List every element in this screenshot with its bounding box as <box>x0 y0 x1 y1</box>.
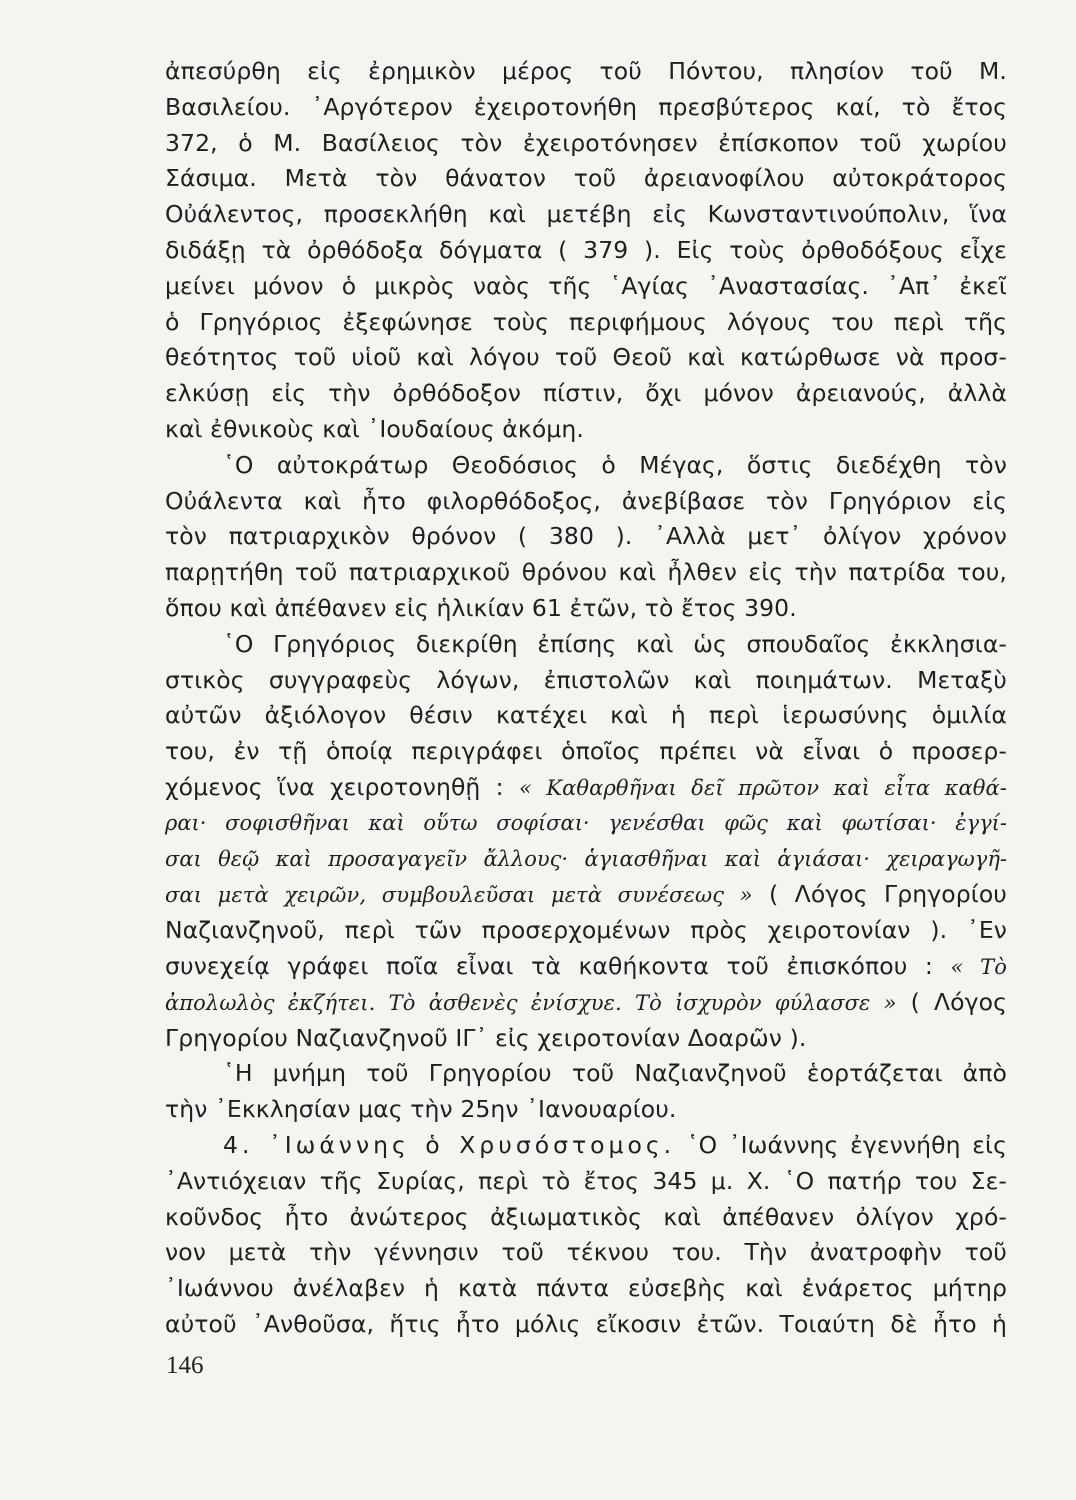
text-line: Σάσιμα. Μετὰ τὸν θάνατον τοῦ ἀρειανοφίλου αὐτοκράτορος <box>165 164 1007 193</box>
text-segment: χόμενος ἵνα χειροτονηθῇ : <box>165 772 504 801</box>
quote-segment: σαι μετὰ χειρῶν, συμβουλεῦσαι μετὰ συνέσεως » <box>165 883 753 908</box>
text-line: νον μετὰ τὴν γέννησιν τοῦ τέκνου του. Τὴν ἀνατροφὴν τοῦ <box>165 1238 1007 1267</box>
text-line: στικὸς συγγραφεὺς λόγων, ἐπιστολῶν καὶ ποιημάτων. Μεταξὺ <box>165 665 1007 694</box>
text-segment: συνεχείᾳ γράφει ποῖα εἶναι τὰ καθήκοντα τοῦ ἐπισκόπου : <box>165 951 933 980</box>
text-line: Βασιλείου. ᾿Αργότερον ἐχειροτονήθη πρεσβύτερος καί, τὸ ἔτος <box>165 92 1007 121</box>
text-line <box>165 770 1007 806</box>
text-line: τὴν ᾿Εκκλησίαν μας τὴν 25ην ᾿Ιανουαρίου. <box>165 1095 677 1124</box>
text-line: ὅπου καὶ ἀπέθανεν εἰς ἡλικίαν 61 ἐτῶν, τὸ ἔτος 390. <box>165 593 797 622</box>
text-line: 372, ὁ Μ. Βασίλειος τὸν ἐχειροτόνησεν ἐπίσκοπον τοῦ χωρίου <box>165 128 1007 157</box>
quote-line: ραι· σοφισθῆναι καὶ οὕτω σοφίσαι· γενέσθαι φῶς καὶ φωτίσαι· ἐγγί- <box>165 810 1007 835</box>
text-line: καὶ ἐθνικοὺς καὶ ᾿Ιουδαίους ἀκόμη. <box>165 414 584 443</box>
text-segment: ( Λόγος <box>910 987 1008 1016</box>
text-segment: ῾Ο ᾿Ιωάννης ἐγεννήθη εἰς <box>686 1130 1007 1159</box>
quote-line: σαι θεῷ καὶ προσαγαγεῖν ἄλλους· ἁγιασθῆναι καὶ ἁγιάσαι· χειραγωγῆ- <box>165 846 1007 871</box>
text-line: ὁ Γρηγόριος ἐξεφώνησε τοὺς περιφήμους λόγους του περὶ τῆς <box>165 307 1007 336</box>
text-line: ᾿Ιωάννου ἀνέλαβεν ἡ κατὰ πάντα εὐσεβὴς καὶ ἐνάρετος μήτηρ <box>165 1274 1007 1303</box>
section-heading: 4. ᾿Ιωάννης ὁ Χρυσόστομος. <box>223 1130 676 1159</box>
text-line: παρῃτήθη τοῦ πατριαρχικοῦ θρόνου καὶ ἦλθεν εἰς τὴν πατρίδα του, <box>165 558 1007 587</box>
text-line: Οὐάλεντα καὶ ἦτο φιλορθόδοξος, ἀνεβίβασε τὸν Γρηγόριον εἰς <box>165 486 1007 515</box>
text-line: αὐτοῦ ᾿Ανθοῦσα, ἥτις ἦτο μόλις εἴκοσιν ἐτῶν. Τοιαύτη δὲ ἦτο ἡ <box>165 1309 1007 1338</box>
text-line: Οὐάλεντος, προσεκλήθη καὶ μετέβη εἰς Κωνσταντινούπολιν, ἵνα <box>165 200 1007 229</box>
quote-segment: « Καθαρθῆναι δεῖ πρῶτον καὶ εἶτα καθά- <box>518 775 1007 800</box>
text-line: κοῦνδος ἦτο ἀνώτερος ἀξιωματικὸς καὶ ἀπέθανεν ὀλίγον χρό- <box>165 1202 1007 1231</box>
text-line: ελκύσῃ εἰς τὴν ὀρθόδοξον πίστιν, ὄχι μόνον ἀρειανούς, ἀλλὰ <box>165 379 1007 408</box>
paragraph-start-line: ῾Ο αὐτοκράτωρ Θεοδόσιος ὁ Μέγας, ὅστις διεδέχθη τὸν <box>223 450 1007 479</box>
text-line <box>165 877 1007 913</box>
text-segment: ( Λόγος Γρηγορίου <box>769 880 1007 909</box>
quote-segment: « Τὸ <box>950 954 1007 979</box>
text-line: ἀπεσύρθη εἰς ἐρημικὸν μέρος τοῦ Πόντου, πλησίον τοῦ Μ. <box>165 57 1007 85</box>
body-text <box>165 54 1007 1343</box>
text-line: μείνει μόνον ὁ μικρὸς ναὸς τῆς ῾Αγίας ᾿Αναστασίας. ᾿Απ᾿ ἐκεῖ <box>165 271 1007 300</box>
paragraph-start-line: ῾Η μνήμη τοῦ Γρηγορίου τοῦ Ναζιανζηνοῦ ἑορτάζεται ἀπὸ <box>223 1059 1007 1088</box>
text-line: Γρηγορίου Ναζιανζηνοῦ ΙΓ᾿ εἰς χειροτονίαν Δοαρῶν ). <box>165 1023 807 1052</box>
text-line: τὸν πατριαρχικὸν θρόνον ( 380 ). ᾿Αλλὰ μετ᾿ ὀλίγον χρόνον <box>165 522 1007 551</box>
text-line <box>165 985 1007 1021</box>
text-line: Ναζιανζηνοῦ, περὶ τῶν προσερχομένων πρὸς χειροτονίαν ). ᾿Εν <box>165 916 1007 945</box>
text-line: αὐτῶν ἀξιόλογον θέσιν κατέχει καὶ ἡ περὶ ἱερωσύνης ὁμιλία <box>165 701 1007 730</box>
text-line: του, ἐν τῇ ὁποίᾳ περιγράφει ὁποῖος πρέπει νὰ εἶναι ὁ προσερ- <box>165 737 1007 766</box>
section-heading-line <box>165 1128 1007 1164</box>
paragraph-start-line: ῾Ο Γρηγόριος διεκρίθη ἐπίσης καὶ ὡς σπουδαῖος ἐκκλησια- <box>223 629 1007 658</box>
page-number: 146 <box>166 1352 204 1379</box>
text-line: θεότητος τοῦ υἱοῦ καὶ λόγου τοῦ Θεοῦ καὶ κατώρθωσε νὰ προσ- <box>165 343 1007 372</box>
quote-segment: ἀπολωλὸς ἐκζήτει. Τὸ ἀσθενὲς ἐνίσχυε. Τὸ ἰσχυρὸν φύλασσε » <box>165 990 897 1015</box>
text-line: διδάξῃ τὰ ὀρθόδοξα δόγματα ( 379 ). Εἰς τοὺς ὀρθοδόξους εἶχε <box>165 235 1007 264</box>
text-line: ᾿Αντιόχειαν τῆς Συρίας, περὶ τὸ ἔτος 345 μ. Χ. ῾Ο πατήρ του Σε- <box>165 1166 1007 1195</box>
text-line <box>165 949 1007 985</box>
